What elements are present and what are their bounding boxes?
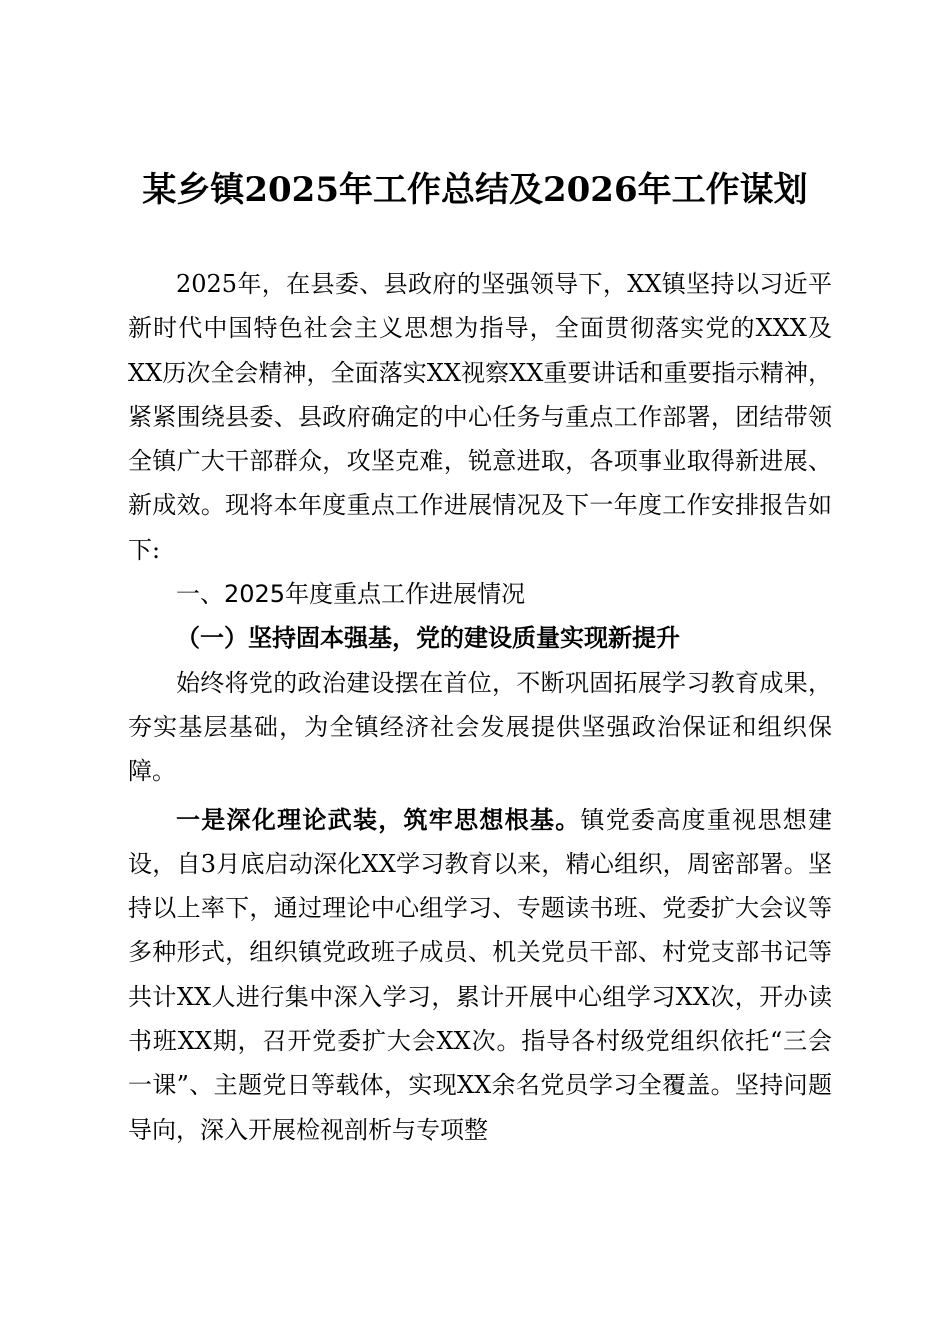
- item-paragraph: [128, 798, 832, 1152]
- subsection-heading: （一）坚持固本强基，党的建设质量实现新提升: [176, 624, 680, 653]
- section-heading: 一、2025年度重点工作进展情况: [176, 580, 526, 609]
- item-lead: 一是深化理论武装，筑牢思想根基。: [176, 804, 581, 834]
- subsection-intro-paragraph: 始终将党的政治建设摆在首位，不断巩固拓展学习教育成果，夯实基层基础，为全镇经济社会发展提供坚强政治保证和组织保障。: [128, 668, 832, 786]
- intro-paragraph: 2025年，在县委、县政府的坚强领导下，XX镇坚持以习近平新时代中国特色社会主义思想为指导，全面贯彻落实党的XXX及XX历次全会精神，全面落实XX视察XX重要讲话和重要指示精神，紧紧围绕县委、县政府确定的中心任务与重点工作部署，团结带领全镇广大干部群众，攻坚克难，锐意进取，各项事业取得新进展、新成效。现将本年度重点工作进展情况及下一年度工作安排报告如下:: [128, 270, 832, 564]
- document-body: [128, 262, 832, 1152]
- document-title: 某乡镇2025年工作总结及2026年工作谋划: [142, 170, 808, 210]
- item-text: 镇党委高度重视思想建设，自3月底启动深化XX学习教育以来，精心组织，周密部署。坚持以上率下，通过理论中心组学习、专题读书班、党委扩大会议等多种形式，组织镇党政班子成员、机关党员干部、村党支部书记等共计XX人进行集中深入学习，累计开展中心组学习XX次，开办读书班XX期，召开党委扩大会XX次。指导各村级党组织依托“三会一课”、主题党日等载体，实现XX余名党员学习全覆盖。坚持问题导向，深入开展检视剖析与专项整: [128, 805, 833, 1144]
